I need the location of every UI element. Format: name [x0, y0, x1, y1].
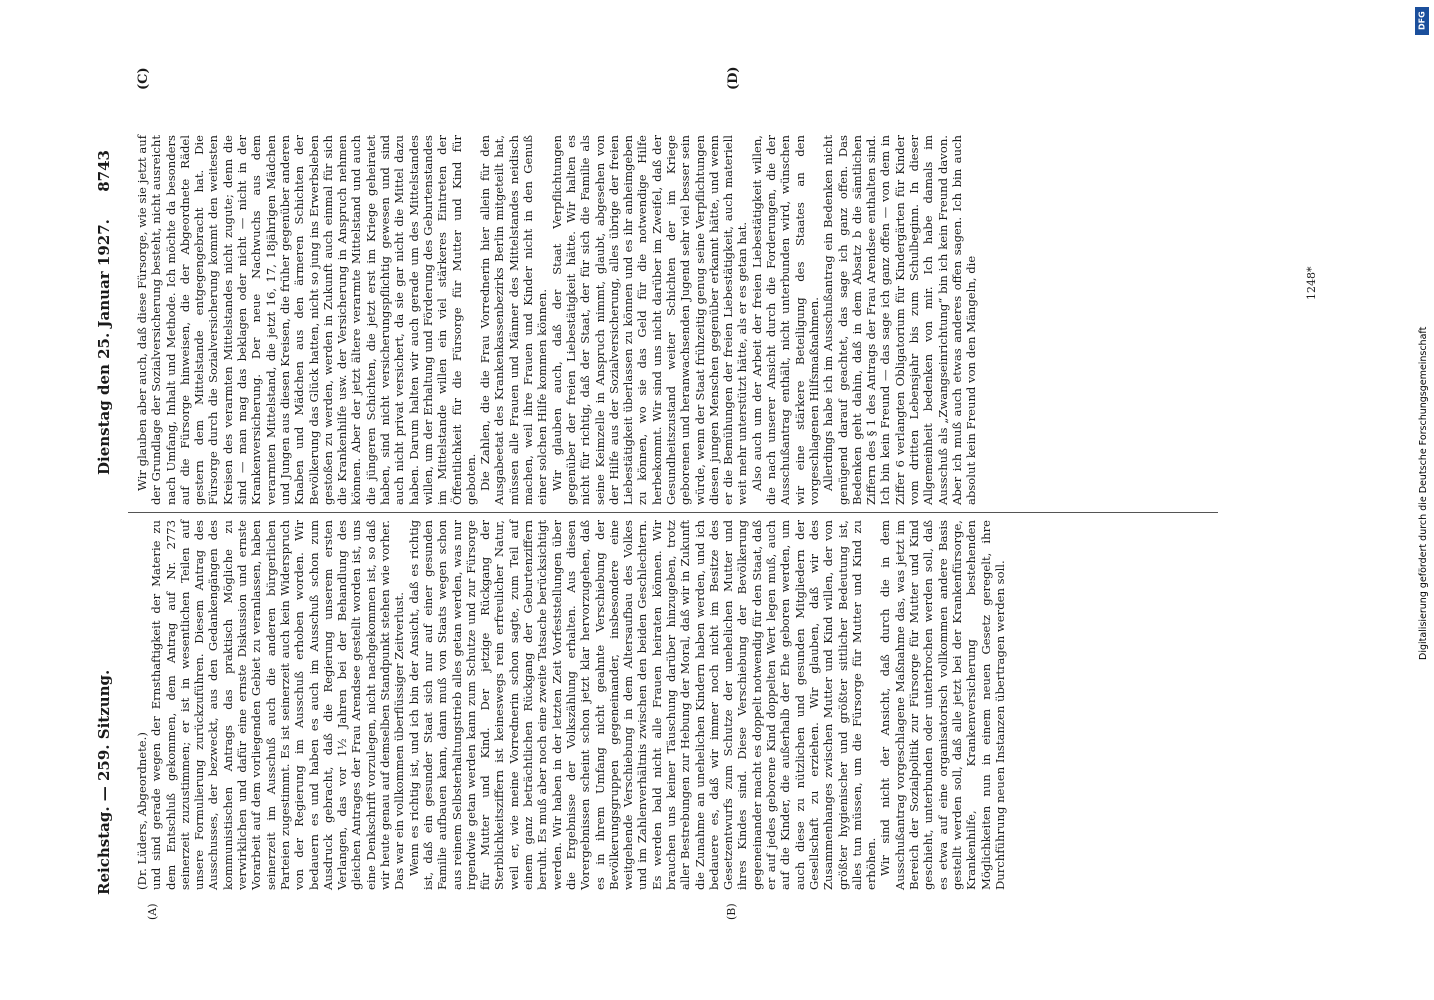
left-column [135, 520, 1007, 890]
margin-mark-d: (D) [726, 66, 741, 90]
dfg-credit-text: Digitalisierung gefördert durch die Deutsche Forschungsgemeinschaft [1418, 326, 1429, 660]
page-number: 8743 [95, 150, 113, 192]
margin-mark-c: (C) [136, 67, 151, 90]
speaker-line: (Dr. Lüders, Abgeordnete.) [135, 732, 149, 890]
paragraph: Die Zahlen, die die Frau Vorrednerin hier allein für den Ausgabeetat des Krankenkassenbezirks Berlin mitgeteilt hat, müssen alle Frauen und Männer des Mittelstandes neidisch machen, weil ihre Frauen und Kinder nicht in den Genuß einer solchen Hilfe kommen können. [478, 135, 550, 505]
dfg-logo-icon: DFG [1415, 7, 1429, 35]
margin-mark-a: (A) [146, 903, 159, 920]
column-divider [128, 512, 1218, 513]
page-header [95, 150, 125, 895]
margin-mark-b: (B) [725, 903, 738, 920]
signature-mark: 1248* [1305, 266, 1318, 300]
paragraph: Wir glauben auch, daß der Staat Verpflichtungen gegenüber der freien Liebestätigkeit hätte. Wir halten es nicht für richtig, daß der Staat, der für sich die Familie als seine Keimzelle in Anspruch nimmt, glaubt, abgesehen von der Hilfe aus der Sozialversicherung, alles übrige der freien Liebestätigkeit überlassen zu können und es ihr anheimgeben zu können, wo sie das Geld für die notwendige Hilfe herbekommt. Wir sind uns nicht darüber im Zweifel, daß der Gesundheitszustand weiter Schichten der im Kriege geborenen und heranwachsenden Jugend sehr viel besser sein würde, wenn der Staat frühzeitig genug seine Verpflichtungen diesen jungen Menschen gegenüber erkannt hätte, und wenn er die Bemühungen der freien Liebestätigkeit, auch materiell weit mehr unterstützt hätte, als er es getan hat. [549, 135, 750, 505]
header-date: Dienstag den 25. Januar 1927. [95, 219, 113, 475]
dfg-side-strip [1411, 0, 1433, 1000]
paragraph: Allerdings habe ich im Ausschußantrag ein Bedenken nicht genügend darauf geachtet, das sage ich ganz offen. Das Bedenken geht dahin, daß in dem Absatz b die sämtlichen Ziffern des § 1 des Antrags der Frau Arendsee enthalten sind. Ich bin kein Freund — das sage ich ganz offen — von dem in Ziffer 6 verlangten Obligatorium für Kindergärten für Kinder vom dritten Lebensjahr bis zum Schulbeginn. In dieser Allgemeinheit bedenken von mir. Ich habe damals im Ausschuß als „Zwangseinrichtung“ bin ich kein Freund davon. Aber ich muß auch etwas anderes offen sagen. Ich bin auch absolut kein Freund von den Mängeln, die [821, 135, 979, 505]
paragraph: Wenn es richtig ist, und ich bin der Ansicht, daß es richtig ist, daß ein gesunder Staat sich nur auf einer gesunden Familie aufbauen kann, dann muß von Staats wegen schon aus reinem Selbsterhaltungstrieb alles getan werden, was nur irgendwie getan werden kann zum Schutze und zur Fürsorge für Mutter und Kind. Der jetzige Rückgang der Sterblichkeitsziffern ist keineswegs rein erfreulicher Natur, weil er, wie meine Vorrednerin schon sagte, zum Teil auf einem ganz beträchtlichen Rückgang der Geburtenziffern beruht. Es muß aber noch eine zweite Tatsache berücksichtigt werden. Wir haben in der letzten Zeit Vorfeststellungen über die Ergebnisse der Volkszählung erhalten. Aus diesen Vorergebnissen scheint schon jetzt klar hervorzugehen, daß es in ihrem Umfang nicht geahnte Verschiebung der Bevölkerungsgruppen gegeneinander, insbesondere eine weitgehende Verschiebung in dem Altersaufbau des Volkes und im Zahlenverhältnis zwischen den beiden Geschlechtern. Es werden bald nicht alle Frauen heiraten können. Wir brauchen uns keiner Täuschung darüber hinzugeben, trotz aller Bestrebungen zur Hebung der Moral, daß wir in Zukunft die Zunahme an unehelichen Kindern haben werden, und ich bedauere es, daß wir immer noch nicht im Besitze des Gesetzentwurfs zum Schutze der unehelichen Mutter und ihres Kindes sind. Diese Verschiebung der Bevölkerung gegeneinander macht es doppelt notwendig für den Staat, daß er auf jedes geborene Kind doppelten Wert legen muß, auch auf die Kinder, die außerhalb der Ehe geboren werden, um auch diese zu nützlichen und gesunden Mitgliedern der Gesellschaft zu erziehen. Wir glauben, daß wir des Zusammenhanges zwischen Mutter und Kind willen, der von größter hygienischer und größter sittlicher Bedeutung ist, alles tun müssen, um die Fürsorge für Mutter und Kind zu erhöhen. [406, 520, 879, 890]
paragraph: und sind gerade wegen der Ernsthaftigkeit der Materie zu dem Entschluß gekommen, dem Antrag auf Nr. 2773 seinerzeit zuzustimmen; er ist in wesentlichen Teilen auf unsere Formulierung zurückzuführen. Diesem Antrag des Ausschusses, der bezweckt, aus den Gedankengängen des kommunistischen Antrags das praktisch Mögliche zu verwirklichen und dafür eine ernste Diskussion und ernste Vorarbeit auf dem vorliegenden Gebiet zu veranlassen, haben seinerzeit im Ausschuß auch die anderen bürgerlichen Parteien zugestimmt. Es ist seinerzeit auch kein Widerspruch von der Regierung im Ausschuß erhoben worden. Wir bedauern es und haben es auch im Ausschuß schon zum Ausdruck gebracht, daß die Regierung unserem ersten Verlangen, das vor 1½ Jahren bei der Behandlung des gleichen Antrages der Frau Arendsee gestellt worden ist, uns eine Denkschrift vorzulegen, nicht nachgekommen ist, so daß wir heute genau auf demselben Standpunkt stehen wie vorher. Das war ein vollkommen überflüssiger Zeitverlust. [149, 520, 407, 890]
paragraph: Wir glauben aber auch, daß diese Fürsorge, wie sie jetzt auf der Grundlage der Sozialversicherung besteht, nicht ausreicht nach Umfang, Inhalt und Methode. Ich möchte da besonders auf die Fürsorge hinweisen, die der Abgeordnete Rädel gestern dem Mittelstande entgegengebracht hat. Die Fürsorge durch die Sozialversicherung kommt den weitesten Kreisen des verarmten Mittelstandes nicht zugute; denn die sind — man mag das beklagen oder nicht — nicht in der Krankenversicherung. Der neue Nachwuchs aus dem verarmten Mittelstand, die jetzt 16, 17, 18jährigen Mädchen und Jungen aus diesen Kreisen, die früher gegenüber anderen Knaben und Mädchen aus den ärmeren Schichten der Bevölkerung das Glück hatten, nicht so jung ins Erwerbsleben gestoßen zu werden, werden in Zukunft auch einmal für sich die Krankenhilfe usw. der Versicherung in Anspruch nehmen können. Aber der jetzt ältere verarmte Mittelstand und auch die jüngeren Schichten, die jetzt erst im Kriege geheiratet haben, sind nicht versicherungspflichtig gewesen und sind auch nicht privat versichert, da sie gar nicht die Mittel dazu haben. Darum halten wir auch gerade um des Mittelstandes willen, um der Erhaltung und Förderung des Geburtenstandes im Mittelstande willen ein viel stärkeres Eintreten der Öffentlichkeit für die Fürsorge für Mutter und Kind für geboten. [135, 135, 478, 505]
right-column [135, 135, 979, 505]
paragraph: Also auch um der Arbeit der freien Liebestätigkeit willen, die nach unserer Ansicht durch die Forderungen, die der Ausschußantrag enthält, nicht unterbunden wird, wünschen wir eine stärkere Beteiligung des Staates an den vorgeschlagenen Hilfsmaßnahmen. [749, 135, 821, 505]
paragraph: Wir sind nicht der Ansicht, daß durch die in dem Ausschußantrag vorgeschlagene Maßnahme das, was jetzt im Bereich der Sozialpolitik zur Fürsorge für Mutter und Kind geschieht, unterbunden oder unterbrochen werden soll, daß es etwa auf eine organisatorisch vollkommen andere Basis gestellt werden soll, daß alle jetzt bei der Krankenfürsorge, Krankenhilfe, Krankenversicherung bestehenden Möglichkeiten nun in einem neuen Gesetz geregelt, ihre Durchführung neuen Instanzen übertragen werden soll. [878, 520, 1007, 890]
header-left: Reichstag. — 259. Sitzung. [95, 669, 113, 895]
